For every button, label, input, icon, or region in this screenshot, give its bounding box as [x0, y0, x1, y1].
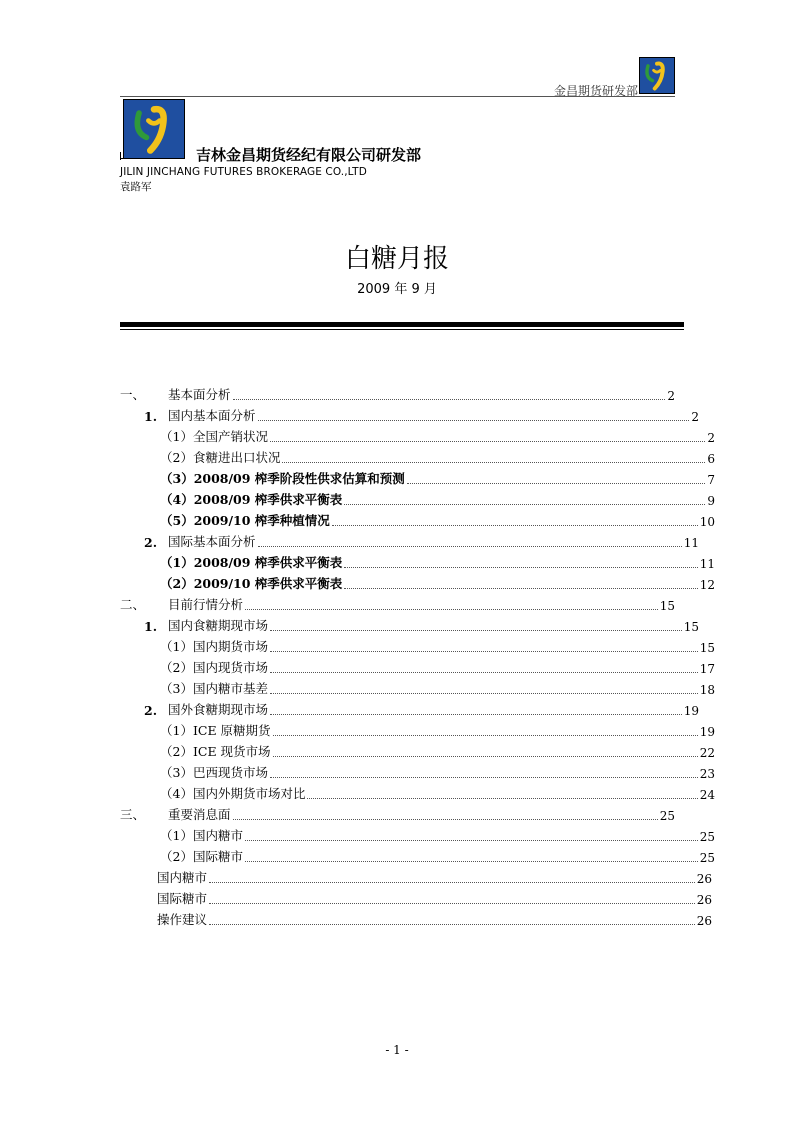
- header-rule: [120, 96, 675, 97]
- toc-entry[interactable]: [120, 760, 715, 781]
- toc-leader: [344, 567, 697, 568]
- toc-entry[interactable]: [120, 823, 715, 844]
- toc-label: 基本面分析: [168, 387, 231, 402]
- toc-page: 10: [699, 515, 715, 529]
- toc-label: （5）2009/10 榨季种植情况: [160, 513, 330, 528]
- toc-label: （1）国内糖市: [160, 828, 243, 843]
- toc-leader: [209, 924, 695, 925]
- toc-entry[interactable]: [120, 445, 715, 466]
- toc-label: 国内食糖期现市场: [168, 618, 269, 633]
- toc-leader: [245, 609, 658, 610]
- toc-page: 23: [699, 767, 715, 781]
- toc-entry[interactable]: [120, 592, 675, 613]
- toc-page: 6: [707, 452, 715, 466]
- toc-leader: [273, 735, 698, 736]
- toc-entry[interactable]: [120, 613, 699, 634]
- report-date: 2009 年 9 月: [357, 282, 437, 297]
- logo-underline: [120, 158, 184, 159]
- toc-entry[interactable]: [120, 424, 715, 445]
- toc-number: 1.: [144, 409, 158, 424]
- toc-entry[interactable]: [120, 907, 712, 928]
- toc-leader: [344, 588, 697, 589]
- toc-page: 26: [696, 893, 712, 907]
- toc-label: （3）2008/09 榨季阶段性供求估算和预测: [160, 471, 405, 486]
- toc-label: 重要消息面: [168, 807, 231, 822]
- toc-number: 二、: [120, 597, 146, 612]
- toc-leader: [258, 420, 690, 421]
- header-dept-label: 金昌期货研发部: [553, 84, 638, 98]
- toc-label: 目前行情分析: [168, 597, 244, 612]
- toc-entry[interactable]: [120, 781, 715, 802]
- toc-entry[interactable]: [120, 466, 715, 487]
- toc-page: 9: [707, 494, 715, 508]
- toc-leader: [270, 714, 682, 715]
- company-logo-icon: [640, 58, 674, 93]
- toc-page: 12: [699, 578, 715, 592]
- toc-label: （2）国际糖市: [160, 849, 243, 864]
- toc-label: （2）国内现货市场: [160, 660, 268, 675]
- toc-page: 15: [699, 641, 715, 655]
- toc-entry[interactable]: [120, 550, 715, 571]
- toc-entry[interactable]: [120, 739, 715, 760]
- toc-leader: [233, 819, 658, 820]
- toc-page: 11: [699, 557, 715, 571]
- toc-entry[interactable]: [120, 676, 715, 697]
- toc-label: （2）2009/10 榨季供求平衡表: [160, 576, 343, 591]
- toc-label: （2）食糖进出口状况: [160, 450, 281, 465]
- toc-number: 2.: [144, 703, 158, 718]
- toc-page: 11: [683, 536, 699, 550]
- author-name: 袁路军: [120, 181, 152, 193]
- toc-label: （1）2008/09 榨季供求平衡表: [160, 555, 343, 570]
- toc-entry[interactable]: [120, 697, 699, 718]
- toc-label: （1）国内期货市场: [160, 639, 268, 654]
- toc-number: 三、: [120, 807, 146, 822]
- toc-leader: [270, 441, 705, 442]
- toc-entry[interactable]: [120, 487, 715, 508]
- toc-entry[interactable]: [120, 403, 699, 424]
- toc-leader: [270, 672, 698, 673]
- toc-entry[interactable]: [120, 571, 715, 592]
- page-number: - 1 -: [385, 1043, 409, 1057]
- toc-page: 18: [699, 683, 715, 697]
- toc-label: 国外食糖期现市场: [168, 702, 269, 717]
- toc-page: 24: [699, 788, 715, 802]
- toc-entry[interactable]: [120, 655, 715, 676]
- toc-label: （1）全国产销状况: [160, 429, 268, 444]
- toc-entry[interactable]: [120, 529, 699, 550]
- toc-entry[interactable]: [120, 886, 712, 907]
- toc-leader: [273, 756, 698, 757]
- title-rule-thin: [120, 329, 684, 330]
- toc-leader: [270, 777, 698, 778]
- toc-label: （4）2008/09 榨季供求平衡表: [160, 492, 343, 507]
- report-title: 白糖月报: [344, 244, 449, 274]
- toc-label: （4）国内外期货市场对比: [160, 786, 306, 801]
- toc-leader: [209, 882, 695, 883]
- toc-entry[interactable]: [120, 382, 675, 403]
- company-name-cn: 吉林金昌期货经纪有限公司研发部: [196, 146, 422, 164]
- toc-label: 国内糖市: [157, 870, 208, 885]
- toc-leader: [307, 798, 697, 799]
- toc-page: 25: [699, 830, 715, 844]
- toc-page: 25: [659, 809, 675, 823]
- title-rule-thick: [120, 322, 684, 327]
- toc-entry[interactable]: [120, 865, 712, 886]
- toc-entry[interactable]: [120, 802, 675, 823]
- toc-label: 国际基本面分析: [168, 534, 256, 549]
- toc-leader: [270, 630, 682, 631]
- toc-label: （1）ICE 原糖期货: [160, 723, 271, 738]
- company-logo: [123, 99, 185, 159]
- toc-entry[interactable]: [120, 634, 715, 655]
- toc-entry[interactable]: [120, 718, 715, 739]
- toc-leader: [245, 861, 698, 862]
- toc-page: 19: [699, 725, 715, 739]
- toc-label: （3）巴西现货市场: [160, 765, 268, 780]
- toc-leader: [282, 462, 705, 463]
- toc-page: 19: [683, 704, 699, 718]
- toc-page: 7: [707, 473, 715, 487]
- header-logo: [639, 57, 675, 94]
- toc-page: 15: [683, 620, 699, 634]
- toc-page: 2: [707, 431, 715, 445]
- toc-page: 26: [696, 914, 712, 928]
- toc-leader: [209, 903, 695, 904]
- toc-label: 国内基本面分析: [168, 408, 256, 423]
- toc-label: （2）ICE 现货市场: [160, 744, 271, 759]
- toc-leader: [233, 399, 666, 400]
- company-name-en: JILIN JINCHANG FUTURES BROKERAGE CO.,LTD: [120, 166, 367, 178]
- toc-leader: [270, 651, 698, 652]
- company-logo-icon: [124, 100, 184, 158]
- toc-label: 操作建议: [157, 912, 208, 927]
- toc-entry[interactable]: [120, 844, 715, 865]
- toc-page: 26: [696, 872, 712, 886]
- toc-label: 国际糖市: [157, 891, 208, 906]
- toc-leader: [270, 693, 698, 694]
- toc-page: 2: [667, 389, 675, 403]
- toc-entry[interactable]: [120, 508, 715, 529]
- toc-page: 2: [691, 410, 699, 424]
- toc-leader: [245, 840, 698, 841]
- toc-leader: [332, 525, 698, 526]
- toc-leader: [407, 483, 706, 484]
- toc-number: 2.: [144, 535, 158, 550]
- toc-page: 15: [659, 599, 675, 613]
- toc-page: 25: [699, 851, 715, 865]
- toc-number: 一、: [120, 387, 146, 402]
- toc-leader: [344, 504, 705, 505]
- toc-label: （3）国内糖市基差: [160, 681, 268, 696]
- toc-leader: [258, 546, 682, 547]
- toc-page: 17: [699, 662, 715, 676]
- toc-page: 22: [699, 746, 715, 760]
- toc-number: 1.: [144, 619, 158, 634]
